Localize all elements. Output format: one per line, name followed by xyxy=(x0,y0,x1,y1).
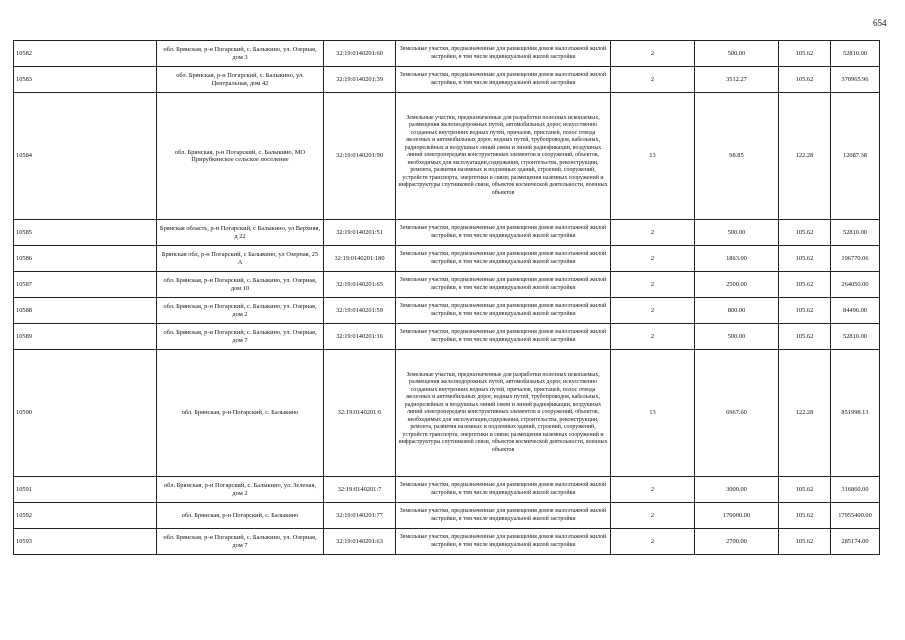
row-value: 851998.13 xyxy=(831,350,880,477)
row-rate: 105.62 xyxy=(779,67,831,93)
row-area: 6967.60 xyxy=(695,350,779,477)
row-cadastral: 32:19:0140201:90 xyxy=(324,93,396,220)
row-id: 10582 xyxy=(14,41,157,67)
row-rate: 122.28 xyxy=(779,350,831,477)
table-row xyxy=(14,93,880,220)
row-cadastral: 32:19:0140201:16 xyxy=(324,324,396,350)
row-area: 500.00 xyxy=(695,324,779,350)
land-cadastral-table xyxy=(13,40,880,555)
row-rate: 105.62 xyxy=(779,324,831,350)
row-usage: Земельные участки, предназначенные для размещения домов малоэтажной жилой застройки, в том числе индивидуальной жилой застройки xyxy=(396,477,611,503)
table-row xyxy=(14,272,880,298)
row-usage: Земельные участки, предназначенные для размещения домов малоэтажной жилой застройки, в том числе индивидуальной жилой застройки xyxy=(396,272,611,298)
row-id: 10586 xyxy=(14,246,157,272)
row-group: 2 xyxy=(611,272,695,298)
row-address: обл. Брянская, р-н Погарский, с. Балыкино, ул. Озерная, дом 2 xyxy=(157,298,324,324)
row-area: 3512.27 xyxy=(695,67,779,93)
row-value: 370965.96 xyxy=(831,67,880,93)
row-cadastral: 32:19:0140201:63 xyxy=(324,529,396,555)
table-row xyxy=(14,324,880,350)
row-rate: 105.62 xyxy=(779,220,831,246)
row-id: 10593 xyxy=(14,529,157,555)
table-row xyxy=(14,220,880,246)
row-id: 10591 xyxy=(14,477,157,503)
row-area: 500.00 xyxy=(695,41,779,67)
table-row xyxy=(14,350,880,477)
row-group: 2 xyxy=(611,503,695,529)
row-id: 10587 xyxy=(14,272,157,298)
row-usage: Земельные участки, предназначенные для размещения домов малоэтажной жилой застройки, в том числе индивидуальной жилой застройки xyxy=(396,41,611,67)
table-row xyxy=(14,529,880,555)
row-address: обл. Брянская, р-н Погарский, с. Балыкино, ул. Центральная, дом 42 xyxy=(157,67,324,93)
row-id: 10585 xyxy=(14,220,157,246)
row-id: 10584 xyxy=(14,93,157,220)
row-address: обл. Брянская, р-н Погарский, с. Балыкино, ул. Зеленая, дом 2 xyxy=(157,477,324,503)
row-group: 2 xyxy=(611,324,695,350)
table-body xyxy=(14,41,880,555)
row-area: 800.00 xyxy=(695,298,779,324)
row-rate: 105.62 xyxy=(779,477,831,503)
row-group: 13 xyxy=(611,93,695,220)
row-value: 52810.00 xyxy=(831,41,880,67)
row-cadastral: 32:19:0140201:51 xyxy=(324,220,396,246)
row-cadastral: 32:19:0140201:59 xyxy=(324,298,396,324)
row-value: 17955400.00 xyxy=(831,503,880,529)
row-cadastral: 32:19:0140201:77 xyxy=(324,503,396,529)
row-id: 10589 xyxy=(14,324,157,350)
row-cadastral: 32:19:0140201:65 xyxy=(324,272,396,298)
row-usage: Земельные участки, предназначенные для размещения домов малоэтажной жилой застройки, в том числе индивидуальной жилой застройки xyxy=(396,503,611,529)
row-usage: Земельные участки, предназначенные для размещения домов малоэтажной жилой застройки, в том числе индивидуальной жилой застройки xyxy=(396,246,611,272)
row-rate: 105.62 xyxy=(779,529,831,555)
row-area: 500.00 xyxy=(695,220,779,246)
row-area: 1863.00 xyxy=(695,246,779,272)
row-address: обл. Брянская, р-н Погарский, с. Балыкино, ул. Озерная, дом 10 xyxy=(157,272,324,298)
row-usage: Земельные участки, предназначенные для размещения домов малоэтажной жилой застройки, в том числе индивидуальной жилой застройки xyxy=(396,324,611,350)
table-row xyxy=(14,41,880,67)
row-value: 84496.00 xyxy=(831,298,880,324)
row-usage: Земельные участки, предназначенные для разработки полезных ископаемых, размещения железнодорожных путей, автомобильных дорог, искусственно созданных внутренних водных путей, причалов, пристаней, полос отвода железных и автомобильных дорог, водных путей, трубопроводов, кабельных, радиорелейных и воздушных линий связи и линий радиофикации, воздушных линий электропередачи конструктивных элементов и сооружений, объектов, необходимых для эксплуатации,содержания, строительства, реконструкции, ремонта, развития наземных и подземных зданий, строений, сооружений, устройств транспорта, энергетики и связи; размещения наземных сооружений и инфраструктуры спутниковой связи, объектов космической деятельности, военных объектов xyxy=(396,93,611,220)
row-rate: 105.62 xyxy=(779,246,831,272)
row-usage: Земельные участки, предназначенные для размещения домов малоэтажной жилой застройки, в том числе индивидуальной жилой застройки xyxy=(396,529,611,555)
row-value: 316860.00 xyxy=(831,477,880,503)
row-usage: Земельные участки, предназначенные для размещения домов малоэтажной жилой застройки, в том числе индивидуальной жилой застройки xyxy=(396,298,611,324)
row-group: 2 xyxy=(611,246,695,272)
table-row xyxy=(14,503,880,529)
row-address: обл. Брянская, р-н Погарский, с. Балыкино, ул. Озерная, дом 7 xyxy=(157,324,324,350)
table-row xyxy=(14,477,880,503)
row-value: 285174.00 xyxy=(831,529,880,555)
row-address: обл. Брянская, р-н Погарский, с. Балыкино xyxy=(157,503,324,529)
row-id: 10592 xyxy=(14,503,157,529)
row-group: 2 xyxy=(611,477,695,503)
row-value: 12087.38 xyxy=(831,93,880,220)
row-address: обл. Брянская, р-н Погарский, с. Балыкино, МО Прирубкинское сельское поселение xyxy=(157,93,324,220)
row-area: 170000.00 xyxy=(695,503,779,529)
row-group: 13 xyxy=(611,350,695,477)
row-value: 264050.00 xyxy=(831,272,880,298)
row-cadastral: 32:19:0140201:6 xyxy=(324,350,396,477)
row-value: 196770.06 xyxy=(831,246,880,272)
row-address: обл. Брянская, р-н Погарский, с. Балыкино xyxy=(157,350,324,477)
row-value: 52810.00 xyxy=(831,324,880,350)
row-rate: 105.62 xyxy=(779,41,831,67)
row-id: 10583 xyxy=(14,67,157,93)
row-cadastral: 32:19:0140201:180 xyxy=(324,246,396,272)
row-cadastral: 32:19:0140201:60 xyxy=(324,41,396,67)
row-group: 2 xyxy=(611,220,695,246)
row-address: Брянская обл, р-н Погарский, с Балыкино, ул Озерная, 25 А xyxy=(157,246,324,272)
row-id: 10588 xyxy=(14,298,157,324)
table-row xyxy=(14,246,880,272)
page-number: 654 xyxy=(873,18,887,28)
row-rate: 105.62 xyxy=(779,298,831,324)
row-area: 3000.00 xyxy=(695,477,779,503)
row-group: 2 xyxy=(611,41,695,67)
row-group: 2 xyxy=(611,67,695,93)
row-rate: 105.62 xyxy=(779,272,831,298)
row-group: 2 xyxy=(611,298,695,324)
row-id: 10590 xyxy=(14,350,157,477)
row-address: обл. Брянская, р-н Погарский, с. Балыкино, ул. Озерная, дом 3 xyxy=(157,41,324,67)
row-area: 2700.00 xyxy=(695,529,779,555)
row-area: 2500.00 xyxy=(695,272,779,298)
row-cadastral: 32:19:0140201:7 xyxy=(324,477,396,503)
row-area: 98.85 xyxy=(695,93,779,220)
row-rate: 122.28 xyxy=(779,93,831,220)
row-cadastral: 32:19:0140201:39 xyxy=(324,67,396,93)
row-usage: Земельные участки, предназначенные для размещения домов малоэтажной жилой застройки, в том числе индивидуальной жилой застройки xyxy=(396,220,611,246)
row-value: 52810.00 xyxy=(831,220,880,246)
row-address: Брянская область, р-н Погарский, с Балыкино, ул Верхняя, д 22 xyxy=(157,220,324,246)
row-usage: Земельные участки, предназначенные для размещения домов малоэтажной жилой застройки, в том числе индивидуальной жилой застройки xyxy=(396,67,611,93)
table-row xyxy=(14,298,880,324)
row-group: 2 xyxy=(611,529,695,555)
row-usage: Земельные участки, предназначенные для разработки полезных ископаемых, размещения железнодорожных путей, автомобильных дорог, искусственно созданных внутренних водных путей, причалов, пристаней, полос отвода железных и автомобильных дорог, водных путей, трубопроводов, кабельных, радиорелейных и воздушных линий связи и линий радиофикации, воздушных линий электропередачи конструктивных элементов и сооружений, объектов, необходимых для эксплуатации,содержания, строительства, реконструкции, ремонта, развития наземных и подземных зданий, строений, сооружений, устройств транспорта, энергетики и связи; размещения наземных сооружений и инфраструктуры спутниковой связи, объектов космической деятельности, военных объектов xyxy=(396,350,611,477)
table-row xyxy=(14,67,880,93)
row-address: обл. Брянская, р-н Погарский, с. Балыкино, ул. Озерная, дом 7 xyxy=(157,529,324,555)
row-rate: 105.62 xyxy=(779,503,831,529)
